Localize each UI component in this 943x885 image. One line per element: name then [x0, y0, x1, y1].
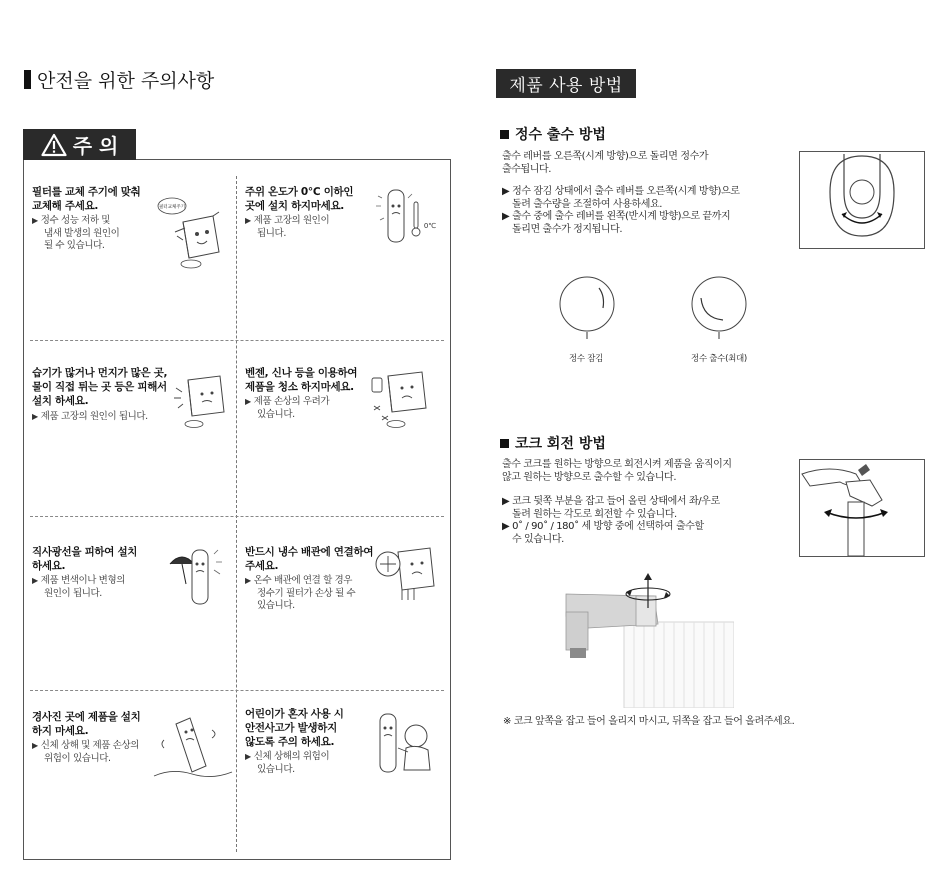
- caution-body: ▶ 신체 상해의 위험이 있습니다.: [245, 751, 330, 775]
- grid-divider-horizontal: [30, 690, 444, 691]
- cold-pipe-illustration: [372, 544, 442, 606]
- caution-title: 어린이가 혼자 사용 시 안전사고가 발생하지 않도록 주의 하세요.: [245, 708, 344, 748]
- caution-item-filter: [32, 185, 172, 253]
- grid-divider-vertical: [236, 176, 237, 852]
- title-square: [500, 439, 509, 448]
- caution-body: ▶ 제품 손상의 우려가 있습니다.: [245, 396, 330, 420]
- grid-divider-horizontal: [30, 516, 444, 517]
- caution-tab: [23, 129, 136, 160]
- dial-max-icon: [687, 274, 751, 340]
- illus-label-text: 필터교체주기: [158, 205, 186, 210]
- caution-tab-label: 주 의: [72, 134, 119, 158]
- cock-rotation-title: 코크 회전 방법: [500, 433, 606, 453]
- caution-item-children: [245, 707, 380, 776]
- caution-body: ▶ 제품 고장의 원인이 됩니다.: [245, 215, 330, 239]
- safety-heading-text: 안전을 위한 주의사항: [37, 70, 215, 92]
- caution-body: ▶ 제품 변색이나 변형의 원인이 됩니다.: [32, 575, 125, 599]
- lift-caution-note: ※ 코크 앞쪽을 잡고 들어 올리지 마시고, 뒤쪽을 잡고 들어 올려주세요.: [503, 716, 795, 727]
- humidity-illustration: [168, 368, 234, 430]
- faucet-rotation-illustration: [558, 572, 734, 708]
- step-item: ▶ 정수 잠김 상태에서 출수 레버를 오른쪽(시계 방향)으로 돌려 출수량을 조절하여 사용하세요.: [502, 186, 740, 210]
- step-item: ▶ 코크 뒷쪽 부분을 잡고 들어 올린 상태에서 좌/우로 돌려 원하는 각도로 회전할 수 있습니다.: [502, 496, 720, 520]
- dial-closed-label: 정수 잠김: [568, 354, 604, 364]
- cock-hand-figure: [799, 459, 925, 557]
- grid-divider-horizontal: [30, 340, 444, 341]
- caution-title: 직사광선을 피하여 설치 하세요.: [32, 546, 138, 572]
- cock-hand-diagram: [800, 460, 924, 556]
- cleaning-illustration: [366, 366, 438, 432]
- slope-illustration: [152, 710, 234, 782]
- caution-title: 경사진 곳에 제품을 설치 하지 마세요.: [32, 711, 141, 737]
- caution-title: 주위 온도가 0℃ 이하인 곳에 설치 하지마세요.: [245, 186, 354, 212]
- caution-item-slope: [32, 710, 172, 765]
- temp-label-text: 0℃: [423, 222, 437, 230]
- dial-closed-icon: [555, 274, 619, 340]
- caution-title: 습기가 많거나 먼지가 많은 곳, 물이 직접 튀는 곳 등은 피해서 설치 하세요.: [32, 367, 168, 407]
- caution-item-sunlight: [32, 545, 172, 600]
- cock-rotation-steps: [502, 496, 792, 546]
- lever-rotation-diagram: [800, 152, 924, 248]
- cock-rotation-intro: 출수 코크를 원하는 방향으로 회전시켜 제품을 움직이지 않고 원하는 방향으로 출수할 수 있습니다.: [502, 459, 732, 483]
- title-square: [500, 130, 509, 139]
- caution-body: ▶ 제품 고장의 원인이 됩니다.: [32, 411, 148, 422]
- dial-max-label: 정수 출수(최대): [691, 354, 747, 364]
- sunlight-illustration: [164, 540, 230, 610]
- filter-replacement-illustration: [153, 192, 231, 270]
- step-item: ▶ 0˚ / 90˚ / 180˚ 세 방향 중에 선택하여 출수할 수 있습니다.: [502, 521, 704, 545]
- caution-title: 필터를 교체 주기에 맞춰 교체해 주세요.: [32, 186, 141, 212]
- step-item: ▶ 출수 중에 출수 레버를 왼쪽(반시계 방향)으로 끝까지 돌리면 출수가 정지됩니다.: [502, 211, 731, 235]
- caution-body: ▶ 정수 성능 저하 및 냄새 발생의 원인이 될 수 있습니다.: [32, 215, 120, 251]
- water-dispense-title: 정수 출수 방법: [500, 124, 606, 144]
- water-dispense-steps: [502, 186, 792, 236]
- warning-icon: [41, 133, 67, 157]
- caution-body: ▶ 온수 배관에 연결 할 경우 정수기 필터가 손상 될 수 있습니다.: [245, 575, 356, 611]
- safety-section-heading: [24, 66, 214, 93]
- caution-item-cold-pipe: [245, 545, 380, 613]
- lever-rotation-figure: [799, 151, 925, 249]
- caution-item-cleaning: [245, 366, 375, 421]
- low-temperature-illustration: [372, 180, 438, 250]
- usage-section-tag: 제품 사용 방법: [496, 69, 636, 98]
- caution-body: ▶ 신체 상해 및 제품 손상의 위험이 있습니다.: [32, 740, 140, 764]
- caution-title: 반드시 냉수 배관에 연결하여 주세요.: [245, 546, 374, 572]
- children-illustration: [370, 708, 440, 780]
- caution-item-temperature: [245, 185, 375, 240]
- heading-bar: [24, 70, 31, 89]
- caution-title: 벤젠, 신나 등을 이용하여 제품을 청소 하지마세요.: [245, 367, 358, 393]
- water-dispense-intro: 출수 레버를 오른쪽(시계 방향)으로 돌리면 정수가 출수됩니다.: [502, 151, 709, 175]
